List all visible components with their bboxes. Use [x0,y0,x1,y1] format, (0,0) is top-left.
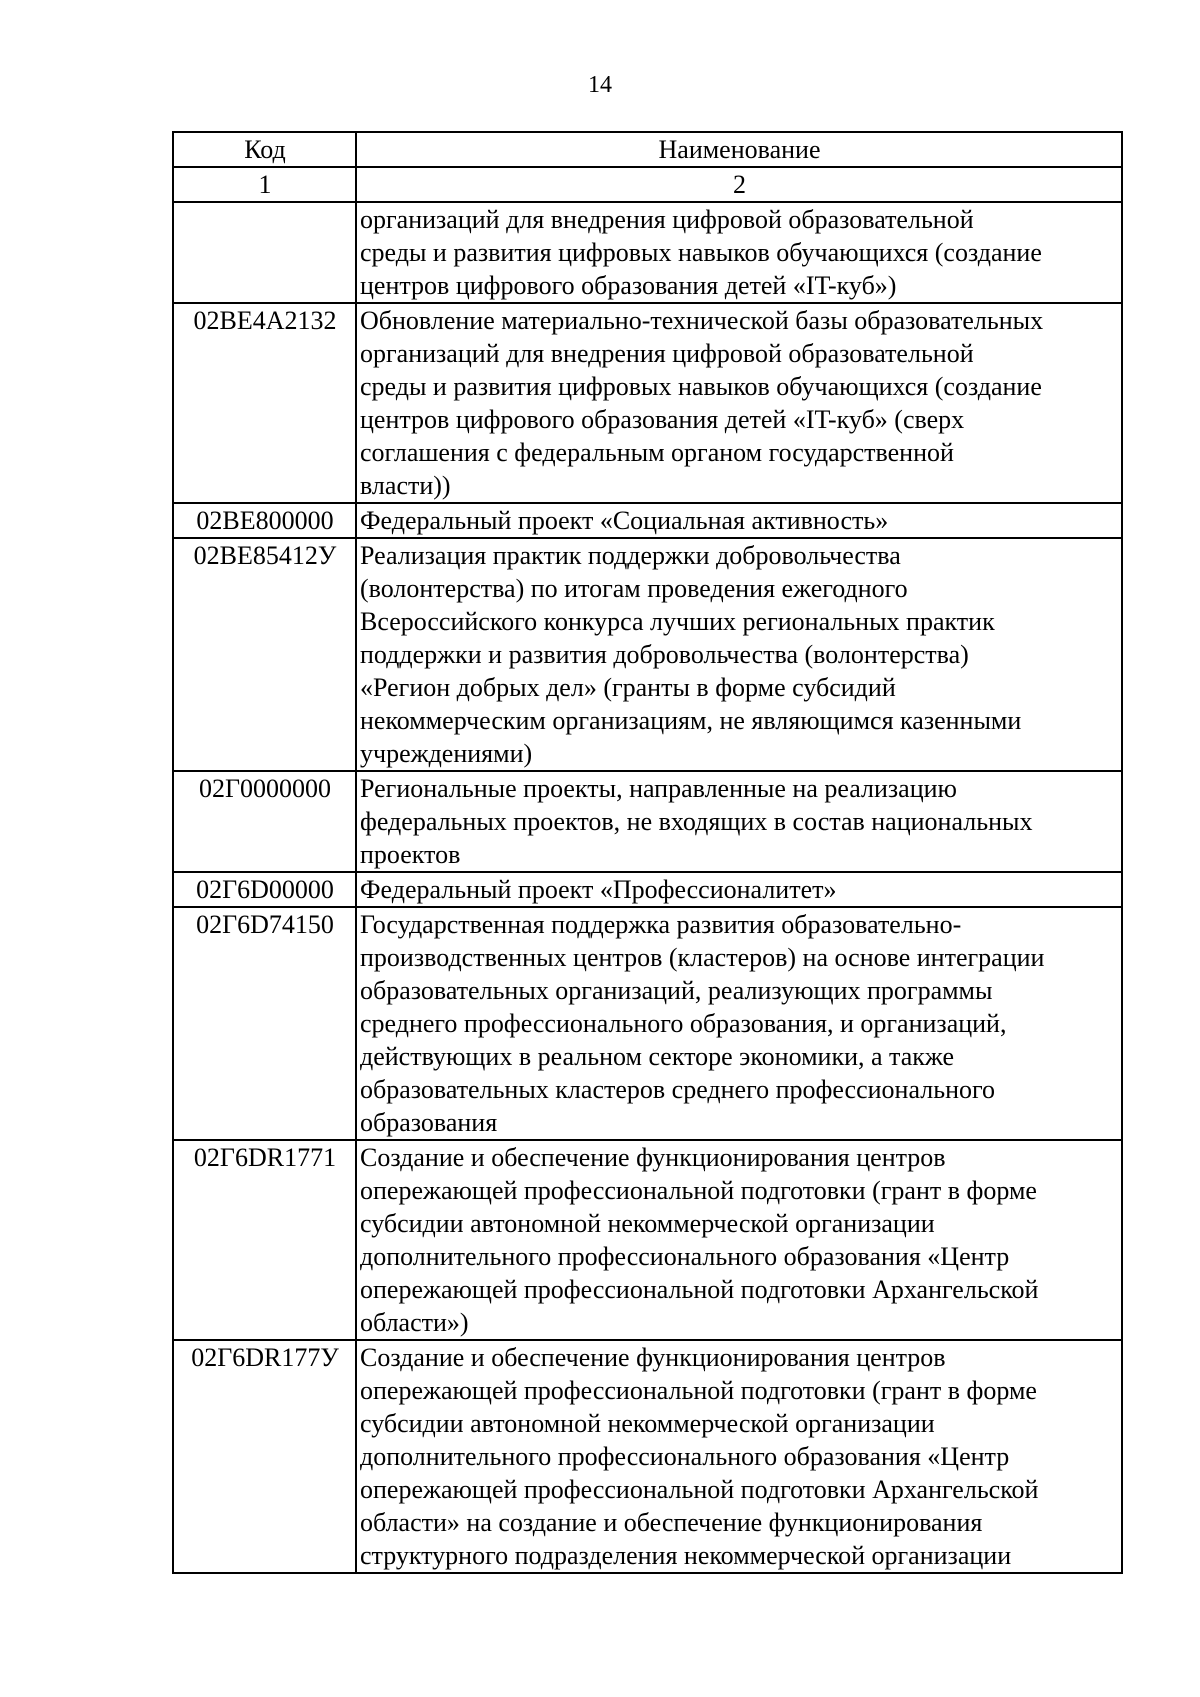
row-name: Федеральный проект «Социальная активность» [356,503,1122,538]
table-row [173,503,1122,538]
table-row [173,771,1122,872]
header-name: Наименование [356,132,1122,167]
row-code: 02Г0000000 [173,771,356,872]
row-code: 02ВЕ800000 [173,503,356,538]
table-row [173,202,1122,303]
table-row [173,303,1122,503]
column-number-code: 1 [173,167,356,202]
table-header [173,132,1122,202]
table-body [173,202,1122,1573]
budget-code-table [172,131,1123,1574]
header-code: Код [173,132,356,167]
row-name: Создание и обеспечение функционирования центров опережающей профессиональной подготовки (грант в форме субсидии автономной некоммерческой организации дополнительного профессионального образования «Центр опережающей профессиональной подготовки Архангельской области» на создание и обеспечение функционирования структурного подразделения некоммерческой организации [356,1340,1122,1573]
row-code: 02Г6DR177У [173,1340,356,1573]
table-row [173,872,1122,907]
row-code: 02Г6DR1771 [173,1140,356,1340]
row-name: организаций для внедрения цифровой образовательной среды и развития цифровых навыков обучающихся (создание центров цифрового образования детей «IT-куб») [356,202,1122,303]
table-row [173,538,1122,771]
row-name: Государственная поддержка развития образовательно- производственных центров (кластеров) на основе интеграции образовательных организаций, реализующих программы среднего профессионального образования, и организаций, действующих в реальном секторе экономики, а также образовательных кластеров среднего профессионального образования [356,907,1122,1140]
row-code: 02ВЕ85412У [173,538,356,771]
row-name: Федеральный проект «Профессионалитет» [356,872,1122,907]
table-row [173,1340,1122,1573]
row-code: 02Г6D74150 [173,907,356,1140]
row-code: 02ВЕ4А2132 [173,303,356,503]
row-name: Региональные проекты, направленные на реализацию федеральных проектов, не входящих в состав национальных проектов [356,771,1122,872]
row-name: Обновление материально-технической базы образовательных организаций для внедрения цифровой образовательной среды и развития цифровых навыков обучающихся (создание центров цифрового образования детей «IT-куб» (сверх соглашения с федеральным органом государственной власти)) [356,303,1122,503]
row-code: 02Г6D00000 [173,872,356,907]
column-number-row [173,167,1122,202]
table-row [173,907,1122,1140]
table-row [173,1140,1122,1340]
row-name: Реализация практик поддержки добровольчества (волонтерства) по итогам проведения ежегодного Всероссийского конкурса лучших региональных практик поддержки и развития добровольчества (волонтерства) «Регион добрых дел» (гранты в форме субсидий некоммерческим организациям, не являющимся казенными учреждениями) [356,538,1122,771]
header-row [173,132,1122,167]
page-number: 14 [588,72,612,98]
row-code [173,202,356,303]
row-name: Создание и обеспечение функционирования центров опережающей профессиональной подготовки (грант в форме субсидии автономной некоммерческой организации дополнительного профессионального образования «Центр опережающей профессиональной подготовки Архангельской области») [356,1140,1122,1340]
column-number-name: 2 [356,167,1122,202]
